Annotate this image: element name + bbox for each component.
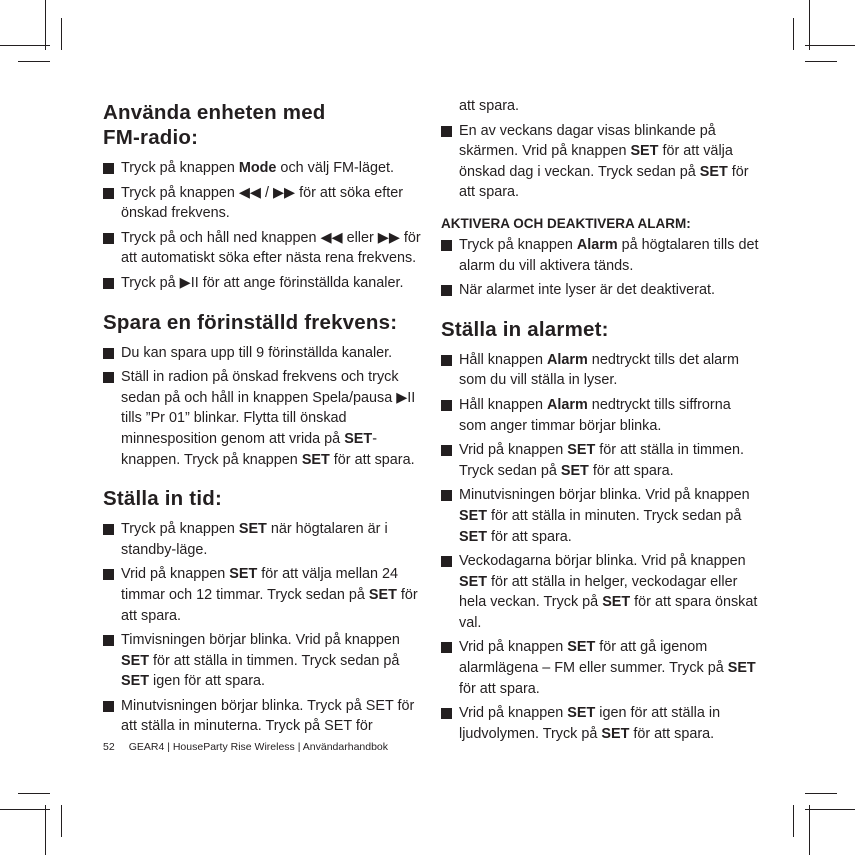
item-text: En av veckans dagar visas blinkande på skärmen. Vrid på knappen	[459, 122, 716, 160]
bold-text: Mode	[238, 160, 277, 176]
crop-mark	[45, 805, 46, 855]
item-text: Vrid på knappen	[459, 705, 568, 722]
list-item	[103, 273, 423, 294]
item-text: nedtryckt tills siffrorna som anger timmar börjar blinka.	[459, 396, 731, 434]
list-item	[441, 551, 761, 633]
bold-text: SET	[601, 725, 630, 742]
item-text: Tryck på ▶II för att ange förinställda kanaler.	[121, 274, 404, 291]
list-item	[441, 121, 761, 203]
item-text: för att spara.	[459, 163, 749, 201]
item-text: Håll knappen	[459, 396, 548, 413]
list-item	[441, 395, 761, 436]
bold-text: SET	[368, 586, 397, 603]
bold-text: SET	[459, 507, 487, 524]
item-text: Tryck på knappen	[121, 160, 239, 176]
list-item	[103, 696, 423, 737]
crop-mark	[809, 0, 810, 50]
list-item	[103, 519, 423, 560]
item-text: för att ställa in minuten. Tryck sedan på	[487, 507, 742, 524]
set-alarm-list	[441, 350, 761, 745]
bold-text: SET	[459, 528, 487, 545]
item-text: -knappen. Tryck på knappen	[121, 430, 377, 468]
bold-text: SET	[567, 705, 596, 722]
right-column	[441, 96, 761, 748]
crop-mark	[61, 805, 62, 837]
item-text: för att spara.	[329, 451, 415, 468]
bold-text: SET	[567, 442, 596, 459]
page-footer	[103, 741, 388, 753]
bold-text: SET	[560, 462, 589, 479]
crop-mark	[18, 793, 50, 794]
crop-mark	[0, 809, 50, 810]
bold-text: SET	[459, 573, 487, 590]
heading-fm-radio: Använda enheten med FM-radio:	[103, 101, 326, 149]
item-text: för att ställa in helger, veckodagar eller hela veckan. Tryck på	[459, 573, 738, 611]
item-text: Du kan spara upp till 9 förinställda kanaler.	[121, 344, 393, 361]
time-list	[103, 519, 423, 737]
item-text: Veckodagarna börjar blinka. Vrid på knappen	[459, 553, 746, 570]
crop-mark	[805, 809, 855, 810]
list-item	[441, 637, 761, 699]
crop-mark	[18, 61, 50, 62]
item-text: för att spara.	[121, 586, 418, 624]
item-text: När alarmet inte lyser är det deaktiverat.	[459, 282, 715, 299]
item-text: för att välja önskad dag i veckan. Tryck sedan på	[459, 143, 733, 180]
item-text: Vrid på knappen	[121, 566, 230, 583]
continuation-text: att spara.	[459, 98, 519, 114]
crop-mark	[805, 61, 837, 62]
bold-text: SET	[602, 594, 631, 611]
crop-mark	[805, 45, 855, 46]
crop-mark	[809, 805, 810, 855]
item-text: och välj FM-läget.	[276, 160, 395, 176]
bold-text: SET	[344, 430, 373, 447]
bold-text: SET	[630, 143, 659, 160]
list-item	[441, 703, 761, 744]
list-item	[103, 228, 423, 269]
list-item	[441, 235, 761, 276]
bold-text: SET	[699, 163, 728, 180]
bold-text: SET	[121, 673, 149, 690]
list-item	[441, 485, 761, 547]
item-text: Tryck på knappen	[121, 521, 239, 538]
bold-text: SET	[238, 521, 267, 538]
heading-set-alarm: Ställa in alarmet:	[441, 317, 609, 341]
item-text: för att ställa in timmen. Tryck sedan på	[149, 652, 400, 669]
item-text: för att spara önskat val.	[459, 594, 758, 631]
bold-text: SET	[567, 639, 596, 656]
item-text: Tryck på knappen	[459, 236, 577, 253]
list-item	[103, 564, 423, 626]
item-text: nedtryckt tills det alarm som du vill ställa in lyser.	[459, 351, 739, 389]
list-item	[103, 158, 423, 179]
item-text: igen för att ställa in ljudvolymen. Tryck på	[459, 705, 721, 742]
page-number: 52	[103, 741, 115, 753]
item-text: för att spara.	[588, 462, 674, 479]
item-text: för att spara.	[459, 680, 540, 697]
item-text: Håll knappen	[459, 351, 548, 368]
bold-text: Alarm	[547, 351, 588, 368]
bold-text: SET	[301, 451, 330, 468]
item-text: för att välja mellan 24 timmar och 12 timmar. Tryck sedan på	[121, 566, 399, 603]
fm-list	[103, 158, 423, 294]
alarm-toggle-list	[441, 235, 761, 301]
item-text: Tryck på knappen ◀◀ / ▶▶ för att söka efter önskad frekvens.	[121, 184, 404, 222]
bold-text: Alarm	[576, 236, 618, 253]
subheading-alarm-toggle: AKTIVERA OCH DEAKTIVERA ALARM:	[441, 215, 691, 231]
item-text: Vrid på knappen	[459, 442, 568, 459]
item-text: Tryck på och håll ned knappen ◀◀ eller ▶▶ för att automatiskt söka efter nästa rena frekvens.	[121, 229, 421, 267]
item-text: Ställ in radion på önskad frekvens och tryck sedan på och håll in knappen Spela/pausa ▶II tills ”Pr 01” blinkar. Flytta till önskad minnesposition genom att vrida på	[121, 369, 416, 447]
time-list-continued	[441, 121, 761, 203]
preset-list	[103, 343, 423, 471]
item-text: Timvisningen börjar blinka. Vrid på knappen	[121, 632, 400, 649]
item-text: igen för att spara.	[149, 673, 265, 690]
list-item	[441, 280, 761, 301]
crop-mark	[793, 18, 794, 50]
item-text: för att gå igenom alarmlägena – FM eller summer. Tryck på	[459, 639, 728, 677]
heading-save-preset: Spara en förinställd frekvens:	[103, 310, 398, 334]
list-item	[103, 367, 423, 470]
item-text: Vrid på knappen	[459, 639, 568, 656]
crop-mark	[0, 45, 50, 46]
list-item	[441, 440, 761, 481]
footer-text: GEAR4 | HouseParty Rise Wireless | Användarhandbok	[128, 741, 389, 753]
item-text: på högtalaren tills det alarm du vill aktivera tänds.	[459, 236, 759, 274]
item-text: när högtalaren är i standby-läge.	[121, 521, 388, 558]
crop-mark	[45, 0, 46, 50]
item-text: Minutvisningen börjar blinka. Tryck på SET för att ställa in minuterna. Tryck på SET för	[121, 697, 415, 735]
item-text: Minutvisningen börjar blinka. Vrid på knappen	[459, 487, 750, 504]
crop-mark	[793, 805, 794, 837]
item-text: för att spara.	[487, 528, 572, 545]
list-item	[103, 343, 423, 364]
crop-mark	[805, 793, 837, 794]
bold-text: SET	[727, 660, 756, 677]
bold-text: Alarm	[547, 396, 588, 413]
list-item	[103, 183, 423, 224]
bold-text: SET	[229, 566, 258, 583]
item-text: för att spara.	[629, 725, 715, 742]
left-column	[103, 96, 423, 741]
list-item	[441, 350, 761, 391]
item-text: för att ställa in timmen. Tryck sedan på	[459, 442, 745, 479]
list-item	[103, 630, 423, 692]
bold-text: SET	[121, 652, 149, 669]
crop-mark	[61, 18, 62, 50]
heading-set-time: Ställa in tid:	[103, 487, 222, 511]
